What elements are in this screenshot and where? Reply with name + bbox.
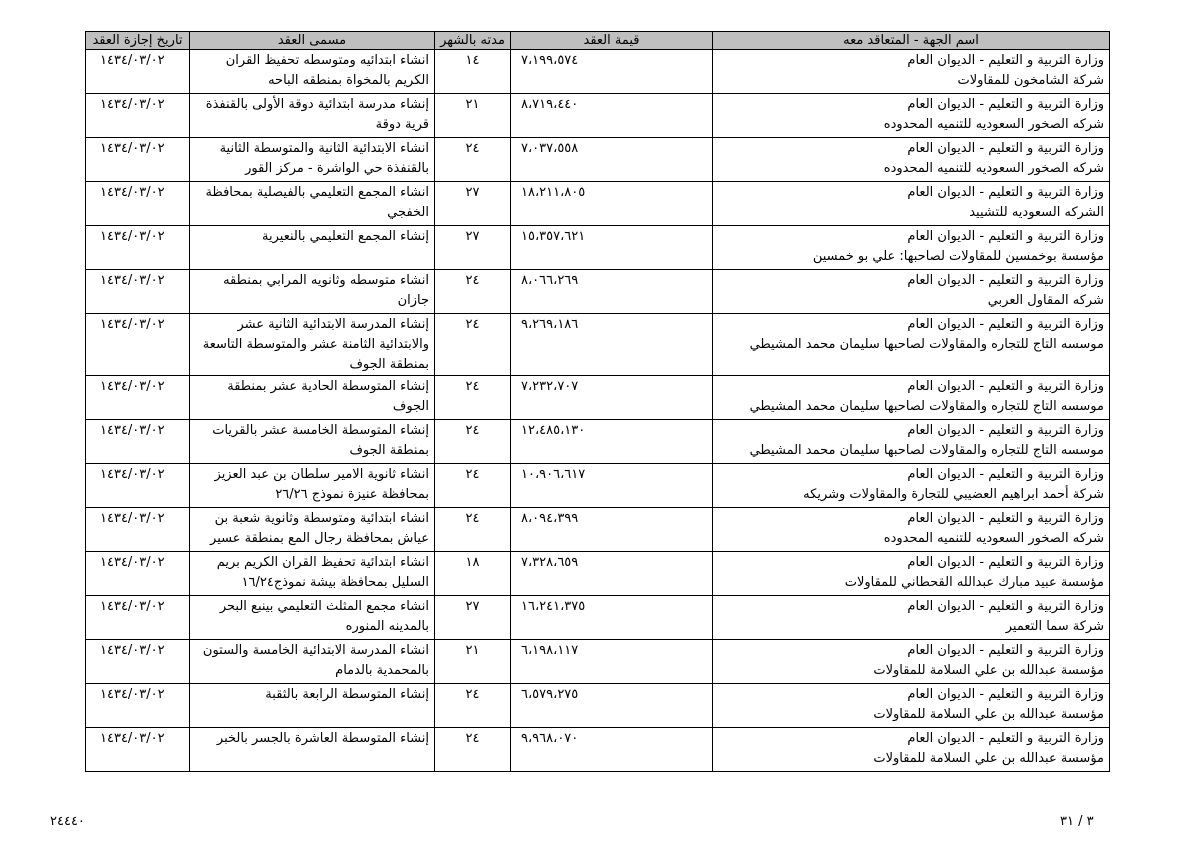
value-cell xyxy=(511,182,713,226)
party-cell xyxy=(713,552,1110,596)
title-cell-line: الكريم بالمخواة بمنطقه الباحه xyxy=(268,73,429,88)
date-cell-line: ١٤٣٤/٠٣/٠٢ xyxy=(100,423,165,438)
value-cell xyxy=(511,728,713,772)
table-row xyxy=(86,94,1110,138)
title-cell-line: بمنطقة الجوف xyxy=(349,443,429,458)
months-cell xyxy=(435,508,511,552)
date-cell-line: ١٤٣٤/٠٣/٠٢ xyxy=(100,317,165,332)
party-cell-line: وزارة التربية و التعليم - الديوان العام xyxy=(907,141,1104,156)
party-cell-line: مؤسسة بوخمسين للمقاولات لصاحبها: علي بو خمسين xyxy=(812,249,1104,264)
date-cell-line: ١٤٣٤/٠٣/٠٢ xyxy=(100,731,165,746)
title-cell-line: السليل بمحافظة بيشة نموذج١٦/٢٤ xyxy=(241,575,429,590)
value-cell xyxy=(511,270,713,314)
months-cell-line: ٢٧ xyxy=(465,599,480,614)
months-cell xyxy=(435,420,511,464)
document-number: ٢٤٤٤٠ xyxy=(50,814,85,829)
value-cell xyxy=(511,50,713,94)
party-cell-line: موسسه التاج للتجاره والمقاولات لصاحبها سليمان محمد المشيطي xyxy=(749,399,1104,414)
title-cell-line: بالقنفذة حي الواشرة - مركز القور xyxy=(245,161,429,176)
party-cell-line: وزارة التربية و التعليم - الديوان العام xyxy=(907,423,1104,438)
title-cell-line: انشاء ثانوية الامير سلطان بن عبد العزيز xyxy=(214,467,429,482)
title-cell xyxy=(190,314,435,376)
party-cell xyxy=(713,684,1110,728)
party-cell xyxy=(713,226,1110,270)
date-cell-line: ١٤٣٤/٠٣/٠٢ xyxy=(100,53,165,68)
title-cell-line: انشاء ابتدائية تحفيظ القران الكريم بريم xyxy=(216,555,429,570)
header-date: تاريخ إجازة العقد xyxy=(86,32,190,50)
table-row xyxy=(86,640,1110,684)
months-cell-line: ٢٤ xyxy=(465,379,480,394)
value-cell-line: ١٠،٩٠٦،٦١٧ xyxy=(521,467,586,482)
months-cell xyxy=(435,640,511,684)
party-cell-line: وزارة التربية و التعليم - الديوان العام xyxy=(907,379,1104,394)
date-cell xyxy=(86,684,190,728)
value-cell-line: ٨،٠٩٤،٣٩٩ xyxy=(521,511,579,526)
party-cell-line: مؤسسة عبدالله بن علي السلامة للمقاولات xyxy=(873,663,1104,678)
header-title: مسمى العقد xyxy=(190,32,435,50)
value-cell xyxy=(511,464,713,508)
party-cell-line: الشركه السعوديه للتشييد xyxy=(969,205,1104,220)
title-cell-line: بالمحمدية بالدمام xyxy=(335,663,429,678)
party-cell-line: وزارة التربية و التعليم - الديوان العام xyxy=(907,185,1104,200)
party-cell-line: وزارة التربية و التعليم - الديوان العام xyxy=(907,467,1104,482)
date-cell xyxy=(86,420,190,464)
title-cell-line: انشاء مجمع المثلث التعليمي بينبع البحر xyxy=(219,599,429,614)
party-cell-line: شركة أحمد ابراهيم العضيبي للتجارة والمقاولات وشريكه xyxy=(803,487,1104,502)
value-cell-line: ٩،٩٦٨،٠٧٠ xyxy=(521,731,579,746)
date-cell xyxy=(86,226,190,270)
value-cell xyxy=(511,508,713,552)
months-cell xyxy=(435,376,511,420)
table-row xyxy=(86,596,1110,640)
title-cell xyxy=(190,270,435,314)
table-row xyxy=(86,376,1110,420)
header-months: مدته بالشهر xyxy=(435,32,511,50)
date-cell xyxy=(86,138,190,182)
months-cell xyxy=(435,138,511,182)
title-cell-line: إنشاء المتوسطة الرابعة بالثقبة xyxy=(265,687,429,702)
months-cell-line: ٢١ xyxy=(465,643,480,658)
date-cell-line: ١٤٣٤/٠٣/٠٢ xyxy=(100,555,165,570)
title-cell xyxy=(190,640,435,684)
date-cell-line: ١٤٣٤/٠٣/٠٢ xyxy=(100,229,165,244)
party-cell-line: مؤسسة عبيد مبارك عبدالله القحطاني للمقاولات xyxy=(844,575,1104,590)
value-cell-line: ١٢،٤٨٥،١٣٠ xyxy=(521,423,586,438)
party-cell-line: شركة سما التعمير xyxy=(1005,619,1104,634)
title-cell-line: بمحافظة عنيزة نموذج ٢٦/٢٦ xyxy=(275,487,429,502)
title-cell-line: إنشاء المتوسطة الحادية عشر بمنطقة xyxy=(227,379,429,394)
value-cell xyxy=(511,552,713,596)
party-cell-line: مؤسسة عبدالله بن علي السلامة للمقاولات xyxy=(873,707,1104,722)
months-cell-line: ١٨ xyxy=(465,555,480,570)
title-cell-line: إنشاء المدرسة الابتدائية الثانية عشر xyxy=(237,317,429,332)
date-cell xyxy=(86,464,190,508)
title-cell-line: عياش بمحافظة رجال المع بمنطقة عسير xyxy=(210,531,429,546)
date-cell xyxy=(86,596,190,640)
party-cell-line: موسسه التاج للتجاره والمقاولات لصاحبها سليمان محمد المشيطي xyxy=(749,337,1104,352)
value-cell-line: ٨،٠٦٦،٢٦٩ xyxy=(521,273,579,288)
table-row xyxy=(86,50,1110,94)
date-cell xyxy=(86,552,190,596)
table-row xyxy=(86,138,1110,182)
party-cell xyxy=(713,314,1110,376)
party-cell xyxy=(713,508,1110,552)
table-row xyxy=(86,226,1110,270)
table-row xyxy=(86,508,1110,552)
months-cell-line: ٢٧ xyxy=(465,185,480,200)
months-cell-line: ٢٤ xyxy=(465,731,480,746)
title-cell xyxy=(190,138,435,182)
months-cell xyxy=(435,226,511,270)
party-cell-line: وزارة التربية و التعليم - الديوان العام xyxy=(907,53,1104,68)
months-cell xyxy=(435,464,511,508)
date-cell xyxy=(86,376,190,420)
months-cell-line: ٢٤ xyxy=(465,273,480,288)
months-cell-line: ١٤ xyxy=(465,53,480,68)
months-cell xyxy=(435,270,511,314)
date-cell-line: ١٤٣٤/٠٣/٠٢ xyxy=(100,599,165,614)
date-cell xyxy=(86,314,190,376)
value-cell xyxy=(511,226,713,270)
title-cell-line: انشاء ابتدائيه ومتوسطه تحفيظ القران xyxy=(225,53,429,68)
date-cell-line: ١٤٣٤/٠٣/٠٢ xyxy=(100,141,165,156)
party-cell xyxy=(713,464,1110,508)
party-cell-line: شركه الصخور السعوديه للتنميه المحدوده xyxy=(883,531,1104,546)
title-cell-line: إنشاء مدرسة ابتدائية دوقة الأولى بالقنفذة xyxy=(205,97,429,112)
contracts-sheet xyxy=(85,31,1109,772)
title-cell-line: بمنطقة الجوف xyxy=(349,357,429,372)
title-cell-line: انشاء الابتدائية الثانية والمتوسطة الثانية xyxy=(219,141,429,156)
value-cell xyxy=(511,684,713,728)
table-row xyxy=(86,420,1110,464)
party-cell-line: شركه الصخور السعوديه للتنميه المحدوده xyxy=(883,117,1104,132)
title-cell-line: إنشاء المتوسطة العاشرة بالجسر بالخبر xyxy=(216,731,429,746)
party-cell xyxy=(713,138,1110,182)
value-cell-line: ٧،٠٣٧،٥٥٨ xyxy=(521,141,579,156)
header-value: قيمة العقد xyxy=(511,32,713,50)
contracts-table xyxy=(85,31,1110,772)
value-cell xyxy=(511,376,713,420)
months-cell-line: ٢٤ xyxy=(465,511,480,526)
date-cell-line: ١٤٣٤/٠٣/٠٢ xyxy=(100,97,165,112)
value-cell-line: ١٦،٢٤١،٣٧٥ xyxy=(521,599,586,614)
header-party: اسم الجهة - المتعاقد معه xyxy=(713,32,1110,50)
title-cell xyxy=(190,420,435,464)
party-cell-line: وزارة التربية و التعليم - الديوان العام xyxy=(907,599,1104,614)
months-cell-line: ٢٤ xyxy=(465,317,480,332)
title-cell xyxy=(190,464,435,508)
party-cell xyxy=(713,728,1110,772)
date-cell xyxy=(86,94,190,138)
months-cell xyxy=(435,94,511,138)
date-cell-line: ١٤٣٤/٠٣/٠٢ xyxy=(100,379,165,394)
party-cell-line: وزارة التربية و التعليم - الديوان العام xyxy=(907,273,1104,288)
value-cell xyxy=(511,420,713,464)
value-cell-line: ٦،١٩٨،١١٧ xyxy=(521,643,579,658)
date-cell xyxy=(86,728,190,772)
title-cell xyxy=(190,182,435,226)
date-cell-line: ١٤٣٤/٠٣/٠٢ xyxy=(100,273,165,288)
title-cell-line: انشاء ابتدائية ومتوسطة وثانوية شعبة بن xyxy=(214,511,429,526)
title-cell xyxy=(190,50,435,94)
party-cell-line: وزارة التربية و التعليم - الديوان العام xyxy=(907,317,1104,332)
months-cell xyxy=(435,596,511,640)
party-cell-line: شركه الصخور السعوديه للتنميه المحدوده xyxy=(883,161,1104,176)
title-cell xyxy=(190,552,435,596)
value-cell-line: ٧،٣٢٨،٦٥٩ xyxy=(521,555,579,570)
value-cell xyxy=(511,94,713,138)
value-cell xyxy=(511,596,713,640)
title-cell-line: إنشاء المجمع التعليمي بالنعيرية xyxy=(262,229,429,244)
title-cell-line: إنشاء المتوسطة الخامسة عشر بالقريات xyxy=(212,423,429,438)
table-row xyxy=(86,728,1110,772)
months-cell xyxy=(435,684,511,728)
months-cell-line: ٢٧ xyxy=(465,229,480,244)
title-cell-line: انشاء المجمع التعليمي بالفيصلية بمحافظة xyxy=(205,185,429,200)
party-cell-line: وزارة التربية و التعليم - الديوان العام xyxy=(907,555,1104,570)
party-cell xyxy=(713,94,1110,138)
months-cell-line: ٢٤ xyxy=(465,687,480,702)
title-cell-line: انشاء متوسطه وثانويه المرابي بمنطقه xyxy=(223,273,429,288)
months-cell xyxy=(435,728,511,772)
table-row xyxy=(86,684,1110,728)
party-cell-line: وزارة التربية و التعليم - الديوان العام xyxy=(907,687,1104,702)
date-cell-line: ١٤٣٤/٠٣/٠٢ xyxy=(100,467,165,482)
table-row xyxy=(86,314,1110,376)
party-cell-line: وزارة التربية و التعليم - الديوان العام xyxy=(907,643,1104,658)
party-cell-line: وزارة التربية و التعليم - الديوان العام xyxy=(907,511,1104,526)
months-cell-line: ٢٤ xyxy=(465,467,480,482)
party-cell xyxy=(713,596,1110,640)
party-cell-line: شركه المقاول العربي xyxy=(987,293,1104,308)
months-cell-line: ٢٤ xyxy=(465,423,480,438)
party-cell xyxy=(713,182,1110,226)
months-cell xyxy=(435,314,511,376)
party-cell-line: وزارة التربية و التعليم - الديوان العام xyxy=(907,229,1104,244)
months-cell xyxy=(435,182,511,226)
party-cell xyxy=(713,420,1110,464)
value-cell-line: ٧،٢٣٢،٧٠٧ xyxy=(521,379,579,394)
date-cell-line: ١٤٣٤/٠٣/٠٢ xyxy=(100,687,165,702)
table-row xyxy=(86,552,1110,596)
date-cell xyxy=(86,508,190,552)
party-cell-line: وزارة التربية و التعليم - الديوان العام xyxy=(907,731,1104,746)
months-cell xyxy=(435,50,511,94)
title-cell-line: والابتدائية الثامنة عشر والمتوسطة التاسعة xyxy=(202,337,429,352)
date-cell-line: ١٤٣٤/٠٣/٠٢ xyxy=(100,511,165,526)
months-cell-line: ٢٤ xyxy=(465,141,480,156)
party-cell xyxy=(713,376,1110,420)
title-cell xyxy=(190,684,435,728)
title-cell-line: الخفجي xyxy=(387,205,429,220)
title-cell-line: انشاء المدرسة الابتدائية الخامسة والستون xyxy=(202,643,429,658)
party-cell xyxy=(713,50,1110,94)
party-cell-line: مؤسسة عبدالله بن علي السلامة للمقاولات xyxy=(873,751,1104,766)
date-cell-line: ١٤٣٤/٠٣/٠٢ xyxy=(100,185,165,200)
value-cell-line: ٦،٥٧٩،٢٧٥ xyxy=(521,687,579,702)
date-cell xyxy=(86,640,190,684)
date-cell xyxy=(86,270,190,314)
title-cell xyxy=(190,94,435,138)
title-cell xyxy=(190,508,435,552)
page-number: ٣ / ٣١ xyxy=(1060,814,1094,829)
date-cell xyxy=(86,50,190,94)
title-cell xyxy=(190,226,435,270)
title-cell xyxy=(190,596,435,640)
title-cell-line: قرية دوقة xyxy=(375,117,429,132)
value-cell xyxy=(511,314,713,376)
date-cell xyxy=(86,182,190,226)
value-cell-line: ٧،١٩٩،٥٧٤ xyxy=(521,53,579,68)
value-cell xyxy=(511,640,713,684)
table-row xyxy=(86,182,1110,226)
party-cell-line: شركة الشامخون للمقاولات xyxy=(957,73,1104,88)
title-cell-line: بالمدينه المنوره xyxy=(345,619,429,634)
months-cell xyxy=(435,552,511,596)
date-cell-line: ١٤٣٤/٠٣/٠٢ xyxy=(100,643,165,658)
value-cell-line: ٩،٢٦٩،١٨٦ xyxy=(521,317,579,332)
title-cell-line: جازان xyxy=(397,293,429,308)
value-cell xyxy=(511,138,713,182)
title-cell xyxy=(190,728,435,772)
party-cell xyxy=(713,640,1110,684)
table-row xyxy=(86,270,1110,314)
party-cell-line: موسسه التاج للتجاره والمقاولات لصاحبها سليمان محمد المشيطي xyxy=(749,443,1104,458)
table-row xyxy=(86,464,1110,508)
table-header-row xyxy=(86,32,1110,50)
title-cell xyxy=(190,376,435,420)
party-cell xyxy=(713,270,1110,314)
value-cell-line: ٨،٧١٩،٤٤٠ xyxy=(521,97,579,112)
value-cell-line: ١٨،٢١١،٨٠٥ xyxy=(521,185,586,200)
months-cell-line: ٢١ xyxy=(465,97,480,112)
value-cell-line: ١٥،٣٥٧،٦٢١ xyxy=(521,229,586,244)
title-cell-line: الجوف xyxy=(392,399,429,414)
party-cell-line: وزارة التربية و التعليم - الديوان العام xyxy=(907,97,1104,112)
